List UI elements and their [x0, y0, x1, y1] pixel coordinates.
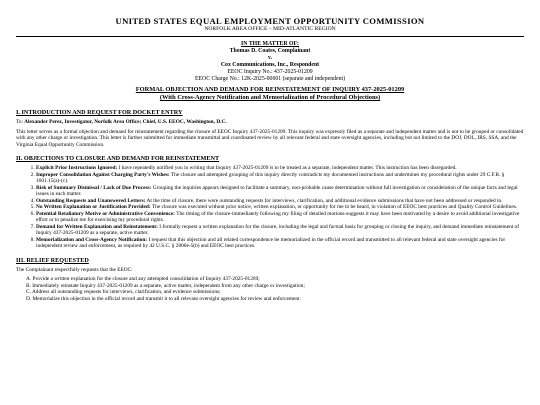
objection-text: I request that this objection and all related correspondence be memorialized in the official record and transmitted to all relevant federal and state oversight agencies for independent review and enforcement, as required by 42 U.S.C. § 2000e-5(b) and EEOC best practices. [36, 236, 506, 249]
objection-label: No Written Explanation or Justification Provided: [36, 204, 151, 210]
complainant-name: Thomas D. Coates, Complainant [229, 48, 311, 54]
objection-text: The closure was executed without prior notice, written explanation, or opportunity for me to be heard, in violation of EEOC best practices and Quality Control Guidelines. [150, 204, 518, 210]
office-subheading: NORFOLK AREA OFFICE – MID-ATLANTIC REGION [204, 26, 336, 32]
header-divider [16, 36, 524, 37]
to-label: To: [16, 119, 24, 125]
title-line-1: FORMAL OBJECTION AND DEMAND FOR REINSTATEMENT OF INQUIRY 437-2025-01209 [135, 86, 405, 93]
objection-label: Potential Retaliatory Motive or Administrative Convenience: [36, 210, 175, 217]
agency-heading: UNITED STATES EQUAL EMPLOYMENT OPPORTUNITY COMMISSION [115, 16, 425, 26]
objection-label: Outstanding Requests and Unanswered Letters: [36, 197, 146, 204]
case-caption [16, 41, 524, 83]
section-2-heading: II. OBJECTIONS TO CLOSURE AND DEMAND FOR REINSTATEMENT [16, 155, 220, 162]
relief-item: D. Memorialize this objection in the official record and transmit it to all relevant oversight agencies for review and enforcement. [26, 295, 301, 302]
objection-item [36, 172, 524, 185]
charge-number: EEOC Charge No.: 12K-2025-00001 (separate and independent) [194, 76, 346, 82]
objection-text: I have repeatedly notified you in writing that Inquiry 437-2025-01209 is to be treated as a separate, independent matter. This instruction has been disregarded. [117, 165, 457, 171]
relief-item: C. Address all outstanding requests for interviews, clarification, and evidence submissions; [26, 289, 221, 295]
objection-label: Explicit Prior Instructions Ignored: [36, 165, 118, 171]
objection-text: Grouping the inquiries appears designed to facilitate a summary, non-probable cause determination without full investigation or consideration of the unique facts and legal issues in each matter. [36, 184, 518, 197]
versus-label: v. [267, 55, 273, 61]
section-1-heading: I. INTRODUCTION AND REQUEST FOR DOCKET ENTRY [16, 109, 183, 116]
relief-list [16, 276, 524, 302]
objection-text: The closure and attempted grouping of this inquiry directly contradicts my documented instructions and undermines my procedural rights under 29 C.F.R. § 1601.15(a)-(c). [36, 171, 505, 184]
relief-intro: The Complainant respectfully requests that the EEOC: [16, 266, 133, 273]
objection-item [36, 224, 524, 237]
objection-label: Improper Consolidation Against Charging Party's Wishes: [36, 171, 170, 178]
addressee-line [16, 119, 524, 126]
document-title [16, 86, 524, 102]
objections-list [16, 165, 524, 250]
objection-item [36, 237, 524, 250]
matter-label: IN THE MATTER OF: [241, 41, 299, 47]
respondent-name: Cox Communications, Inc., Respondent [220, 62, 320, 68]
section-1-body: This letter serves as a formal objection and demand for reinstatement regarding the closure of EEOC Inquiry 437-2025-01209. This inquiry was expressly filed as a separate and independent matter and is not to be grouped or consolidated with any other charge or investigation. This letter is further submitted for immediate transmittal and coordinated review by all relevant federal and state oversight agencies, including but not limited to the DOJ, DOL, IRS, SSA, and the Virginia Equal Opportunity Commission. [16, 128, 524, 148]
relief-item: B. Immediately reinstate Inquiry 437-2025-01209 as a separate, active matter, independent from any other charge or investigation; [26, 282, 305, 289]
objection-item [36, 211, 524, 224]
title-line-2: (With Cross-Agency Notification and Memorialization of Procedural Objections) [159, 94, 381, 101]
addressee-text: Alexander Perez, Investigator, Norfolk Area Office; Chief, U.S. EEOC, Washington, D.C. [23, 119, 227, 125]
objection-text: The timing of the closure-immediately following my filing of detailed motions-suggests it may have been motivated by a desire to avoid additional investigative effort or to penalize me for exercising my procedural rights. [36, 210, 520, 223]
objection-text: At the time of closure, there were outstanding requests for interviews, clarification, and additional evidence submissions that have not been addressed or responded to. [145, 197, 503, 204]
inquiry-number: EEOC Inquiry No.: 437-2025-01209 [227, 69, 313, 75]
objection-label: Demand for Written Explanation and Reinstatement: [36, 223, 158, 230]
objection-label: Risk of Summary Dismissal / Lack of Due Process: [36, 184, 152, 191]
objection-text: I formally request a written explanation for the closure, including the legal and factual basis for grouping or closing the inquiry, and demand immediate reinstatement of Inquiry 437-2025-01209 as a separate, active matter. [36, 223, 520, 236]
objection-item [36, 185, 524, 198]
objection-label: Memorialization and Cross-Agency Notification: [36, 236, 148, 243]
section-3-heading: III. RELIEF REQUESTED [16, 256, 89, 264]
relief-item: A. Provide a written explanation for the closure and any attempted consolidation of Inquiry 437-2025-01209; [26, 276, 260, 282]
